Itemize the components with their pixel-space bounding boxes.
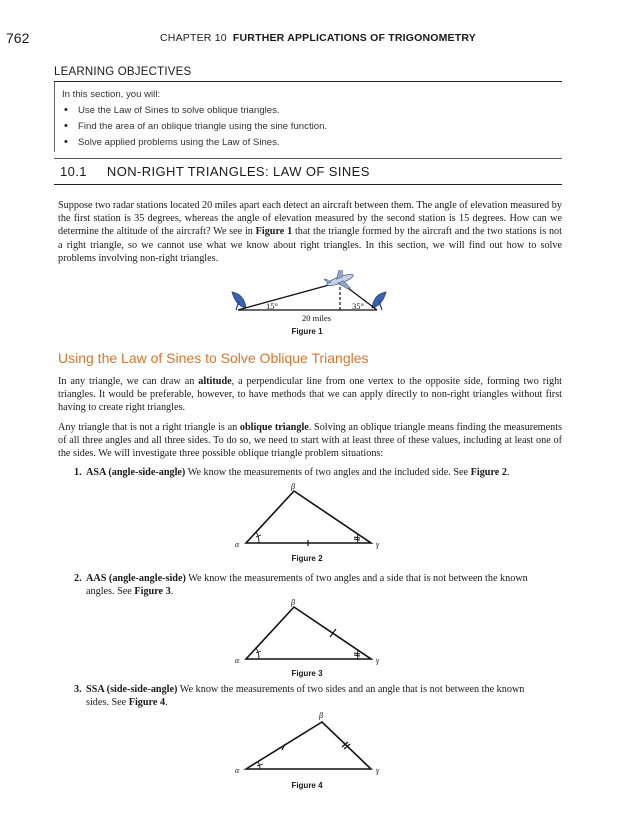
section-number: 10.1 bbox=[60, 164, 87, 179]
page-number: 762 bbox=[6, 30, 30, 46]
figure-4-beta: β bbox=[319, 711, 323, 720]
case-text: We know the measurements of two angles and a side that is not between the known bbox=[185, 573, 528, 584]
altitude-term: altitude bbox=[198, 376, 232, 387]
figure-3-beta: β bbox=[291, 598, 295, 607]
figure-1-caption: Figure 1 bbox=[291, 327, 323, 336]
learning-objectives-heading: LEARNING OBJECTIVES bbox=[54, 66, 192, 78]
sight-line-left bbox=[238, 282, 340, 310]
figure-1-distance: 20 miles bbox=[302, 313, 332, 323]
figure-3-reference: Figure 3 bbox=[134, 586, 171, 598]
oblique-term: oblique triangle bbox=[239, 422, 309, 433]
case-number: 3. bbox=[74, 684, 82, 695]
figure-4-caption: Figure 4 bbox=[291, 781, 323, 790]
figure-1-diagram bbox=[224, 270, 394, 330]
figure-1-angle-left: 15° bbox=[266, 301, 278, 311]
subsection-heading: Using the Law of Sines to Solve Oblique Triangles bbox=[58, 350, 369, 366]
altitude-text-2: , a perpendicular line from one vertex to the opposite side, forming two right triangles. It would be preferable, however, to have methods that we can apply directly to non-right triangles without first having to create right triangles. bbox=[58, 376, 562, 414]
intro-paragraph bbox=[58, 199, 562, 265]
figure-4-gamma: γ bbox=[376, 766, 380, 775]
section-rule-bottom bbox=[54, 184, 562, 185]
case-label: ASA (angle-side-angle) bbox=[86, 467, 186, 478]
learning-objective-item: • Solve applied problems using the Law of Sines. bbox=[62, 137, 327, 153]
chapter-prefix: CHAPTER 10 bbox=[160, 32, 227, 44]
case-number: 2. bbox=[74, 573, 82, 584]
altitude-paragraph bbox=[58, 375, 562, 415]
learning-objectives-list bbox=[62, 105, 327, 153]
figure-4-triangle bbox=[246, 722, 371, 769]
figure-2-alpha: α bbox=[235, 540, 240, 549]
figure-3-caption: Figure 3 bbox=[291, 669, 323, 678]
figure-2-beta: β bbox=[291, 482, 295, 491]
figure-4-alpha: α bbox=[235, 766, 240, 775]
case-end: . bbox=[170, 586, 174, 598]
left-radar-dish-icon bbox=[232, 292, 246, 310]
figure-3-side-tick bbox=[330, 629, 336, 637]
aircraft-icon bbox=[322, 270, 357, 295]
intro-text-2: that the triangle formed by the aircraft and the two stations is not a right triangle, so we cannot use what we know about right triangles. In this section, we will find out how to solve problems involving non-right triangles. bbox=[58, 226, 562, 264]
section-title-text: NON-RIGHT TRIANGLES: LAW OF SINES bbox=[106, 164, 370, 179]
figure-3-angle-arc-alpha bbox=[256, 648, 259, 659]
case-aas bbox=[74, 572, 562, 598]
case-number: 1. bbox=[74, 467, 82, 478]
figure-1-reference: Figure 1 bbox=[255, 226, 293, 238]
figure-3-angle-arc-gamma bbox=[358, 650, 359, 659]
oblique-text-2: . Solving an oblique triangle means finding the measurements of all three angles and all three sides. To do so, we need to start with at least three of these values, including at least one of the sides. We will investigate three possible oblique triangle problem situations: bbox=[58, 422, 562, 460]
case-label: SSA (side-side-angle) bbox=[86, 684, 178, 695]
oblique-paragraph bbox=[58, 421, 562, 461]
oblique-text-1: Any triangle that is not a right triangle is an bbox=[58, 422, 240, 433]
figure-2-triangle bbox=[246, 491, 371, 543]
case-end: . bbox=[165, 697, 168, 709]
learning-objectives-intro: In this section, you will: bbox=[62, 89, 161, 100]
figure-4-reference: Figure 4 bbox=[128, 697, 166, 709]
running-header bbox=[160, 32, 476, 44]
learning-objective-item: • Use the Law of Sines to solve oblique triangles. bbox=[62, 105, 327, 121]
figure-2-angle-arc-alpha bbox=[256, 532, 259, 543]
figure-1-angle-right: 35° bbox=[352, 301, 364, 311]
figure-2-caption: Figure 2 bbox=[291, 554, 323, 563]
figure-2-gamma: γ bbox=[376, 540, 380, 549]
chapter-title: FURTHER APPLICATIONS OF TRIGONOMETRY bbox=[232, 32, 476, 44]
case-end: . bbox=[506, 467, 510, 478]
case-text-continued: sides. See bbox=[86, 697, 129, 709]
case-text-continued: angles. See bbox=[86, 586, 135, 598]
case-label: AAS (angle-angle-side) bbox=[86, 573, 186, 584]
case-text: We know the measurements of two angles and the included side. See bbox=[185, 467, 471, 478]
case-text: We know the measurements of two sides and an angle that is not between the known bbox=[177, 684, 525, 695]
figure-3-alpha: α bbox=[235, 656, 240, 665]
figure-2-diagram bbox=[232, 480, 392, 552]
section-title bbox=[60, 164, 370, 179]
figure-3-triangle bbox=[246, 607, 371, 659]
figure-3-diagram bbox=[232, 596, 392, 668]
figure-4-diagram bbox=[232, 706, 392, 778]
case-asa bbox=[74, 466, 562, 479]
figure-2-angle-arc-gamma bbox=[358, 534, 359, 543]
figure-2-reference: Figure 2 bbox=[470, 467, 507, 478]
altitude-text-1: In any triangle, we can draw an bbox=[58, 376, 199, 387]
section-rule-top bbox=[54, 158, 562, 159]
figure-3-gamma: γ bbox=[376, 656, 380, 665]
intro-text-1: Suppose two radar stations located 20 miles apart each detect an aircraft between them. The angle of elevation measured by the first station is 35 degrees, whereas the angle of elevation measured by the second station is 15 degrees. How can we determine the altitude of the aircraft? We see in bbox=[58, 200, 562, 238]
learning-objective-item: • Find the area of an oblique triangle using the sine function. bbox=[62, 121, 327, 137]
